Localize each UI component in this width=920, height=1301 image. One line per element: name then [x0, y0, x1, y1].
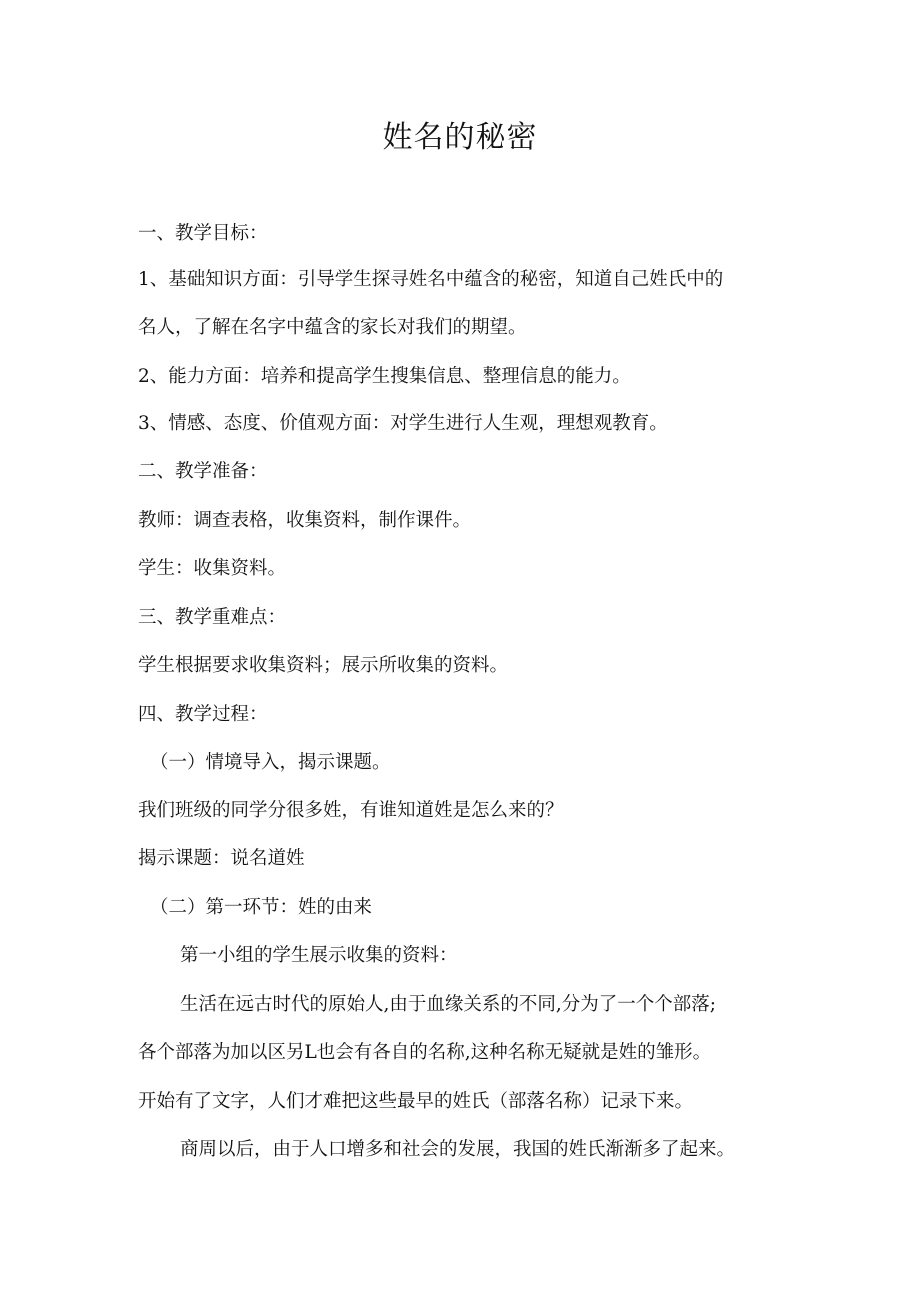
paragraph-line: 2、能力方面：培养和提高学生搜集信息、整理信息的能力。: [138, 366, 631, 387]
paragraph-line: 1、基础知识方面：引导学生探寻姓名中蕴含的秘密，知道自己姓氏中的: [138, 269, 724, 290]
paragraph-line: 名人，了解在名字中蕴含的家长对我们的期望。: [138, 317, 527, 338]
paragraph-line: 3、情感、态度、价值观方面：对学生进行人生观，理想观教育。: [138, 413, 668, 434]
section-heading-preparation: 二、教学准备：: [138, 461, 268, 482]
paragraph-line: 学生根据要求收集资料；展示所收集的资料。: [138, 655, 509, 676]
subsection-heading: （一）情境导入，揭示课题。: [150, 752, 391, 773]
paragraph-line: 第一小组的学生展示收集的资料：: [180, 945, 458, 966]
section-heading-process: 四、教学过程：: [138, 704, 268, 725]
section-heading-key-points: 三、教学重难点：: [138, 607, 287, 628]
paragraph-line: 开始有了文字，人们才难把这些最早的姓氏（部落名称）记录下来。: [138, 1091, 694, 1112]
document-title: 姓名的秘密: [382, 120, 538, 155]
paragraph-line: 揭示课题：说名道姓: [138, 848, 305, 869]
section-heading-objectives: 一、教学目标：: [138, 223, 268, 244]
paragraph-line: 生活在远古时代的原始人,由于血缘关系的不同,分为了一个个部落;: [180, 994, 716, 1015]
paragraph-line: 学生：收集资料。: [138, 558, 287, 579]
subsection-heading: （二）第一环节：姓的由来: [150, 897, 373, 918]
paragraph-line: 教师：调查表格，收集资料，制作课件。: [138, 510, 472, 531]
paragraph-line: 各个部落为加以区另L也会有各自的名称,这种名称无疑就是姓的雏形。: [138, 1042, 712, 1063]
paragraph-line: 商周以后，由于人口增多和社会的发展，我国的姓氏渐渐多了起来。: [180, 1139, 736, 1160]
paragraph-line: 我们班级的同学分很多姓，有谁知道姓是怎么来的？: [138, 800, 564, 821]
